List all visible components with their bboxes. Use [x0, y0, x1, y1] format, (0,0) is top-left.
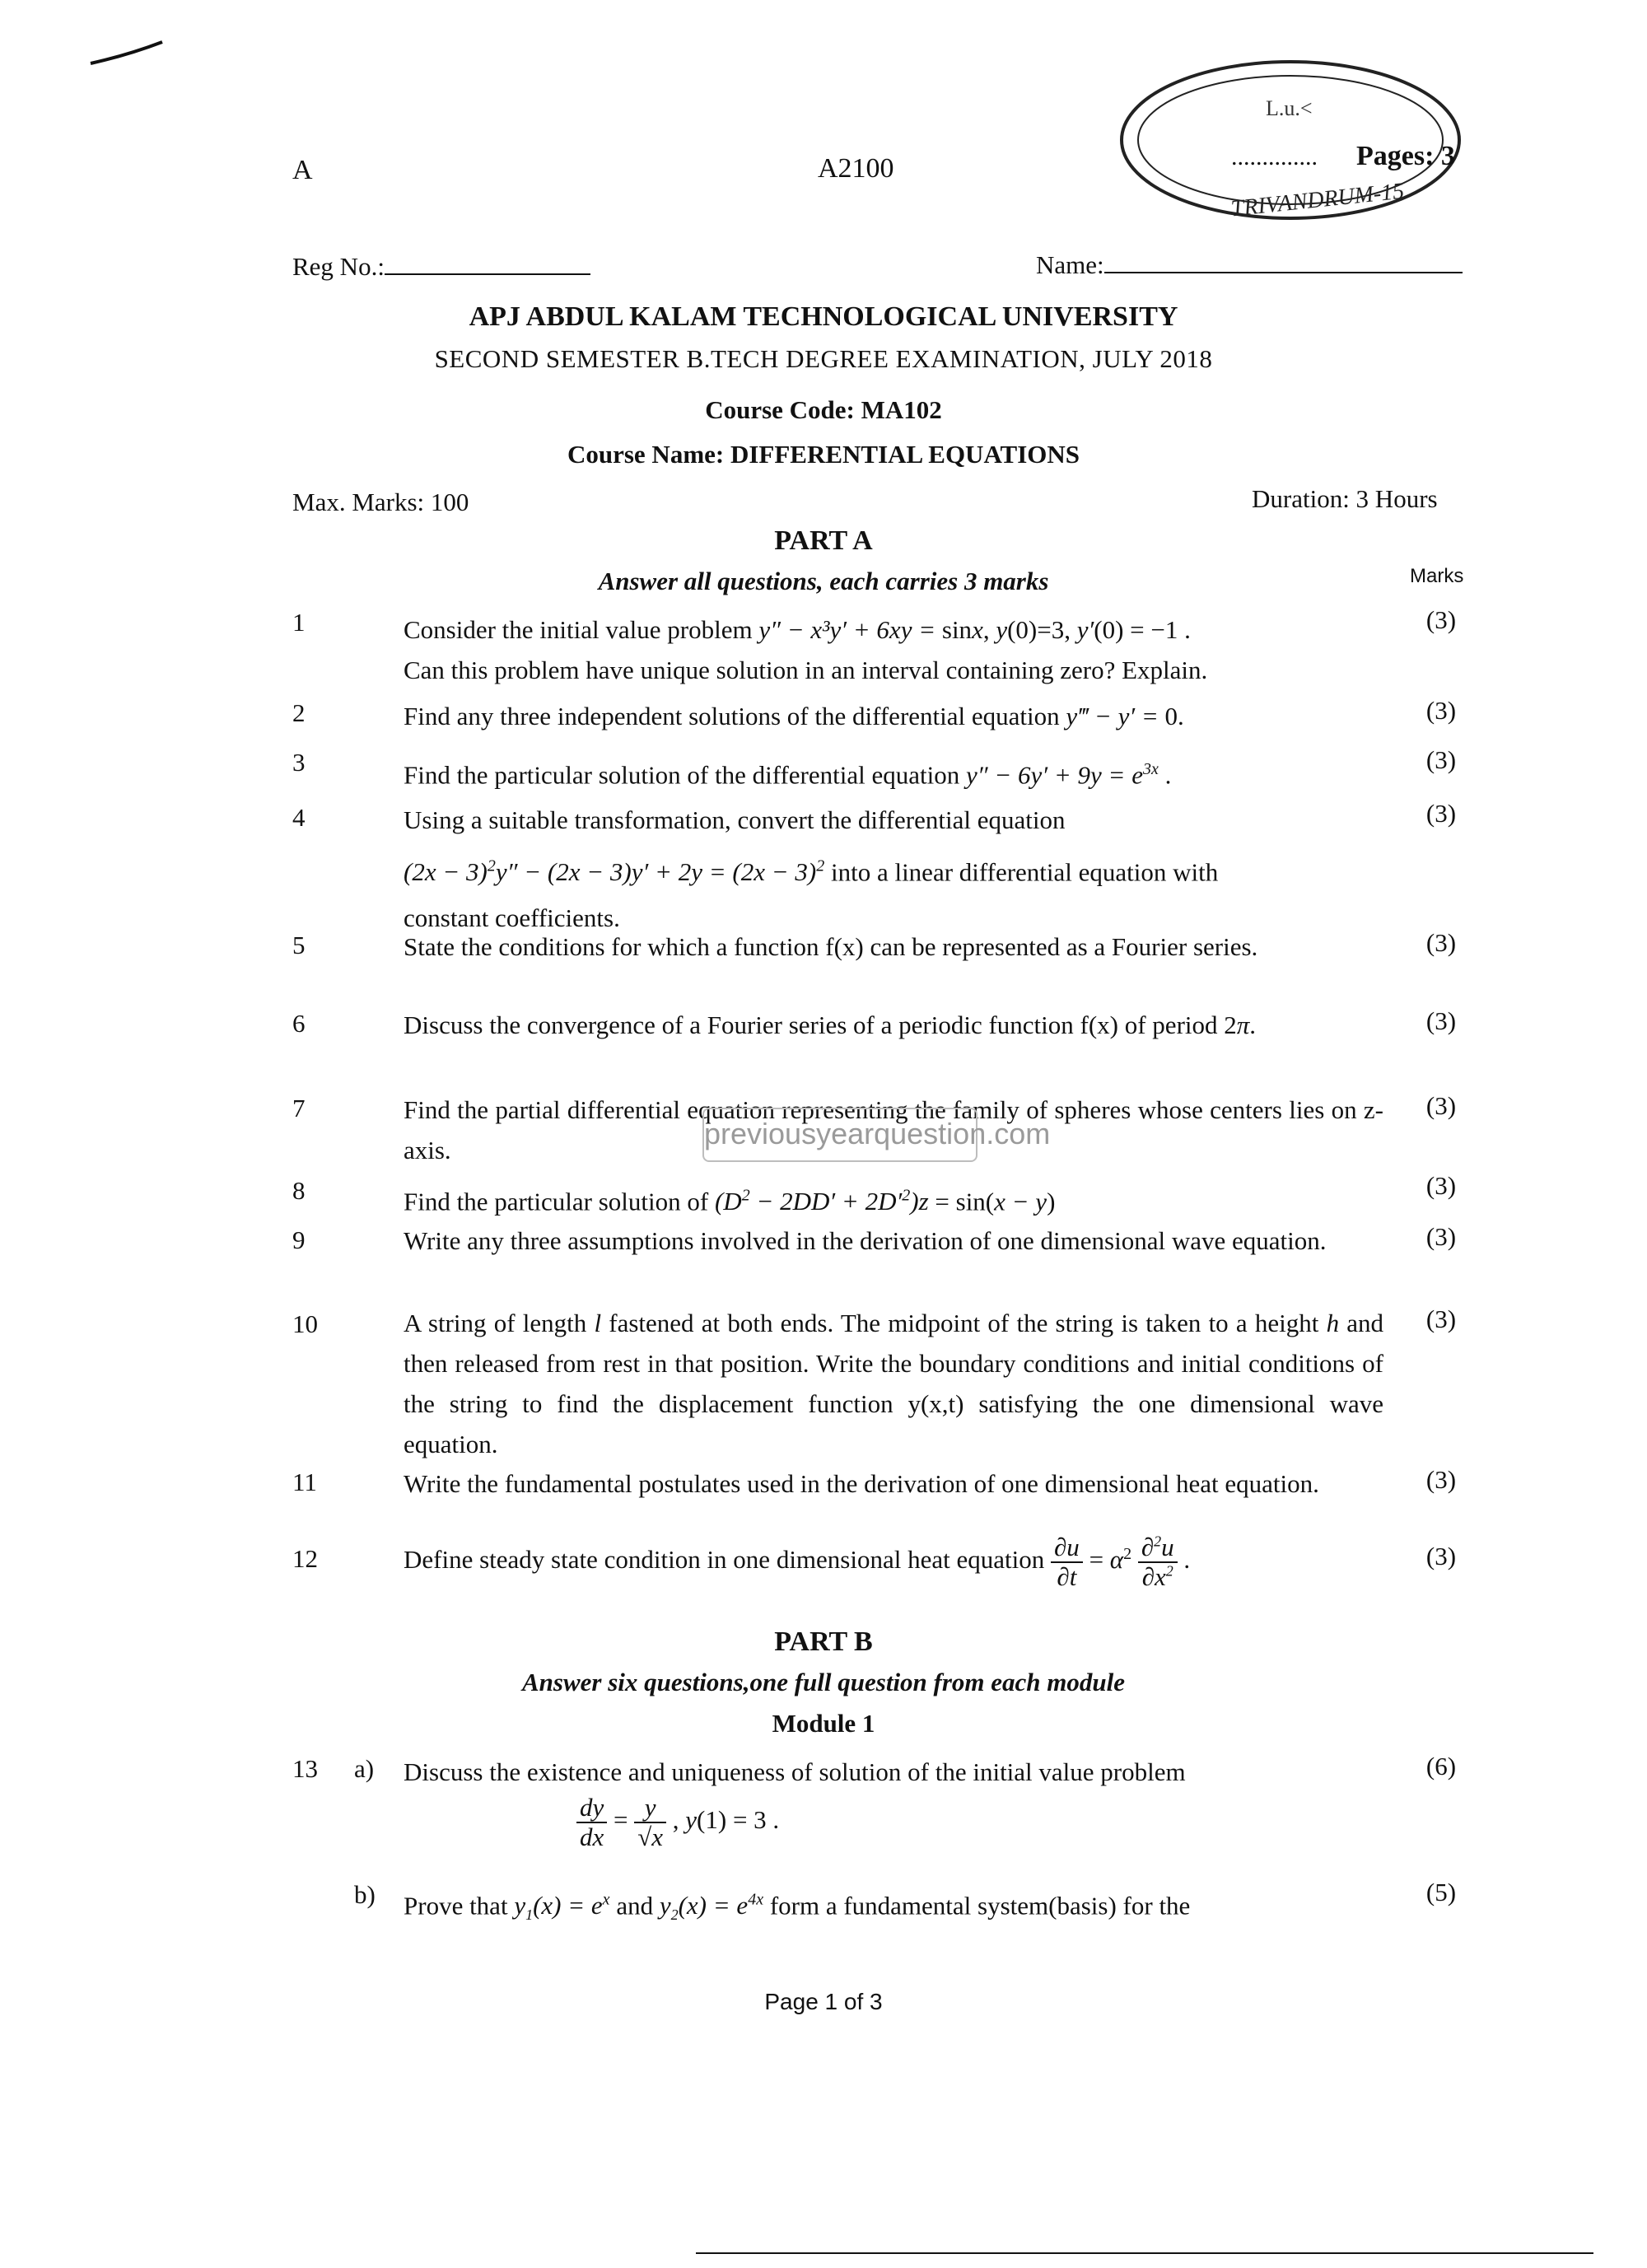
question-marks: (3): [1425, 696, 1457, 725]
question-number: 2: [292, 698, 306, 727]
question-8-text: Find the particular solution of $(D^2 - 2DD' + 2D'^2)z = \sin(x - y)$: [404, 1187, 1056, 1216]
question-number: 12: [292, 1544, 318, 1573]
question-number: 3: [292, 748, 306, 777]
part-b-instruction: Answer six questions,one full question from each module: [521, 1668, 1126, 1696]
question-number: 11: [292, 1468, 317, 1496]
question-5-text: State the conditions for which a function f(x) can be represented as a Fourier series.: [404, 932, 1258, 961]
question-marks: (3): [1425, 1542, 1457, 1570]
question-13a-equation: $\frac{dy}{dx}$ = $\frac{y}{√x}$ , y(1) = 3 .: [576, 1794, 779, 1851]
reg-no-label: Reg No.:: [292, 252, 590, 282]
question-number: 13: [292, 1754, 318, 1783]
exam-title: SECOND SEMESTER B.TECH DEGREE EXAMINATION, JULY 2018: [434, 344, 1213, 373]
question-marks: (5): [1425, 1878, 1457, 1906]
question-6-text: Discuss the convergence of a Fourier series of a periodic function f(x) of period 2π.: [404, 1010, 1257, 1039]
question-9-text: Write any three assumptions involved in the derivation of one dimensional wave equation.: [404, 1226, 1327, 1255]
question-1-text: Consider the initial value problem y″ − x³y′ + 6xy = sinx, y(0)=3, y′(0) = −1 . Can this problem have unique solution in an interval containing zero? Explain.: [404, 615, 1208, 684]
duration: Duration: 3 Hours: [1252, 484, 1438, 513]
question-marks: (3): [1425, 1006, 1457, 1035]
question-marks: (3): [1425, 605, 1457, 634]
pages-count: Pages: 3: [1356, 141, 1455, 171]
question-number: 6: [292, 1009, 306, 1038]
question-number: 8: [292, 1176, 306, 1205]
sub-question-label: b): [354, 1880, 376, 1909]
part-b-title: PART B: [774, 1626, 873, 1657]
question-marks: (3): [1425, 928, 1457, 957]
question-marks: (3): [1425, 1304, 1457, 1333]
question-13a-text: Discuss the existence and uniqueness of solution of the initial value problem: [404, 1757, 1186, 1786]
stamp-city: TRIVANDRUM-15: [1229, 178, 1406, 222]
pen-mark-icon: [86, 37, 169, 70]
question-number: 10: [292, 1309, 318, 1338]
question-marks: (3): [1425, 799, 1457, 828]
part-a-title: PART A: [774, 525, 873, 556]
name-label: Name:: [1036, 250, 1463, 280]
max-marks: Max. Marks: 100: [292, 488, 469, 516]
question-7-text: Find the partial differential equation representing the family of spheres whose centers lies on z-axis.: [404, 1095, 1383, 1164]
question-2-text: Find any three independent solutions of the differential equation y‴ − y′ = 0.: [404, 702, 1184, 730]
course-code: Course Code: MA102: [705, 395, 942, 424]
course-name: Course Name: DIFFERENTIAL EQUATIONS: [567, 440, 1080, 469]
question-number: 9: [292, 1225, 306, 1254]
question-number: 7: [292, 1094, 306, 1122]
question-3-text: Find the particular solution of the differential equation $y'' - 6y' + 9y = e^{3x}$ .: [404, 760, 1172, 790]
svg-text:L.u.<: L.u.<: [1266, 96, 1313, 120]
marks-header: Marks: [1410, 565, 1464, 587]
watermark: previousyearquestion.com: [702, 1108, 977, 1162]
paper-code: A2100: [818, 153, 894, 184]
question-marks: (6): [1425, 1752, 1457, 1780]
question-number: 5: [292, 931, 306, 959]
question-13b-text: Prove that $y_1(x) = e^x$ and $y_2(x) = e^{4x}$ form a fundamental system(basis) for the: [404, 1891, 1191, 1924]
college-stamp: [1108, 49, 1470, 231]
question-10-text: A string of length l fastened at both ends. The midpoint of the string is taken to a height h and then released from rest in that position. Write the boundary conditions and initial conditions of the string to find the displacement function y(x,t) satisfying the one dimensional wave equation.: [404, 1309, 1384, 1458]
svg-text:..............: ..............: [1231, 143, 1318, 170]
question-marks: (3): [1425, 1171, 1457, 1200]
question-marks: (3): [1425, 1222, 1457, 1251]
question-marks: (3): [1425, 1465, 1457, 1494]
question-marks: (3): [1425, 1091, 1457, 1120]
part-a-instruction: Answer all questions, each carries 3 marks: [598, 567, 1049, 595]
question-11-text: Write the fundamental postulates used in the derivation of one dimensional heat equation.: [404, 1469, 1319, 1498]
sub-question-label: a): [354, 1754, 375, 1783]
bottom-rule: [696, 2252, 1593, 2254]
set-label: A: [292, 155, 313, 185]
question-marks: (3): [1425, 745, 1457, 774]
question-number: 4: [292, 803, 306, 832]
page-footer: Page 1 of 3: [764, 1989, 883, 2014]
question-12-text: Define steady state condition in one dimensional heat equation $\frac{\partial u}{\partial t}$ = $\alpha^2$ $\frac{\partial^2u}{\partial x^2}$ .: [404, 1533, 1191, 1592]
question-number: 1: [292, 608, 306, 637]
module-title: Module 1: [772, 1709, 875, 1738]
university-title: APJ ABDUL KALAM TECHNOLOGICAL UNIVERSITY: [469, 301, 1178, 332]
question-4-text: Using a suitable transformation, convert the differential equation $(2x - 3)^2y'' - (2x - 3)y' + 2y = (2x - 3)^2$ into a linear differential equation with constant coefficients.: [404, 805, 1219, 933]
